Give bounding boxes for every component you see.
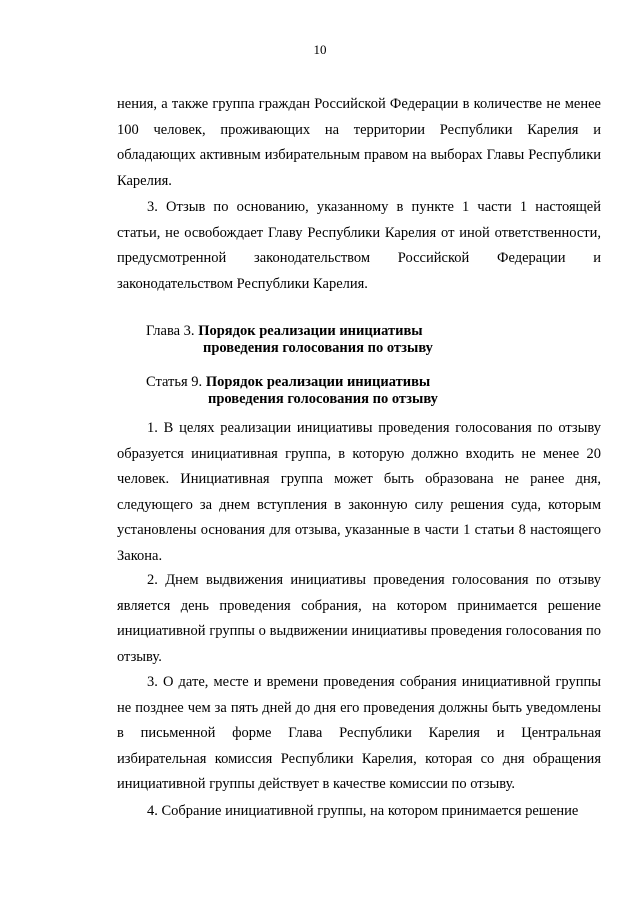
article-prefix: Статья 9. [146,374,203,390]
chapter-heading [146,323,606,357]
article-title-line2: проведения голосования по отзыву [208,391,438,407]
paragraph-continuation: нения, а также группа граждан Российской Федерации в количестве не менее 100 человек, проживающих на территории Республики Карелия и обладающих активным избирательным правом на выборах Главы Республики Карелия. [117,96,601,189]
chapter-prefix: Глава 3. [146,323,195,339]
paragraph-part-3: 3. Отзыв по основанию, указанному в пункте 1 части 1 настоящей статьи, не освобождает Главу Республики Карелия от иной ответственности, предусмотренной законодательством Российской Федерации и законодательством Республики Карелия. [117,199,601,292]
page-number: 10 [313,42,327,57]
paragraph-article9-part1: 1. В целях реализации инициативы проведения голосования по отзыву образуется инициативная группа, в которую должно входить не менее 20 человек. Инициативная группа может быть образована не ранее дня, следующего за днем вступления в законную силу решения суда, которым установлены основания для отзыва, указанные в части 1 статьи 8 настоящего Закона. [117,420,601,564]
article-heading [146,374,606,408]
paragraph-article9-part2: 2. Днем выдвижения инициативы проведения голосования по отзыву является день проведения собрания, на котором принимается решение инициативной группы о выдвижении инициативы проведения голосования по отзыву. [117,572,601,665]
chapter-title-line1: Порядок реализации инициативы [198,323,423,339]
chapter-title-line2: проведения голосования по отзыву [203,340,433,356]
paragraph-article9-part4: 4. Собрание инициативной группы, на котором принимается решение [147,803,579,819]
article-title-line1: Порядок реализации инициативы [205,374,431,390]
paragraph-article9-part3: 3. О дате, месте и времени проведения собрания инициативной группы не позднее чем за пять дней до дня его проведения должны быть уведомлены в письменной форме Глава Республики Карелия и Центральная избирательная комиссия Республики Карелия, которая со дня обращения инициативной группы действует в качестве комиссии по отзыву. [117,674,601,793]
